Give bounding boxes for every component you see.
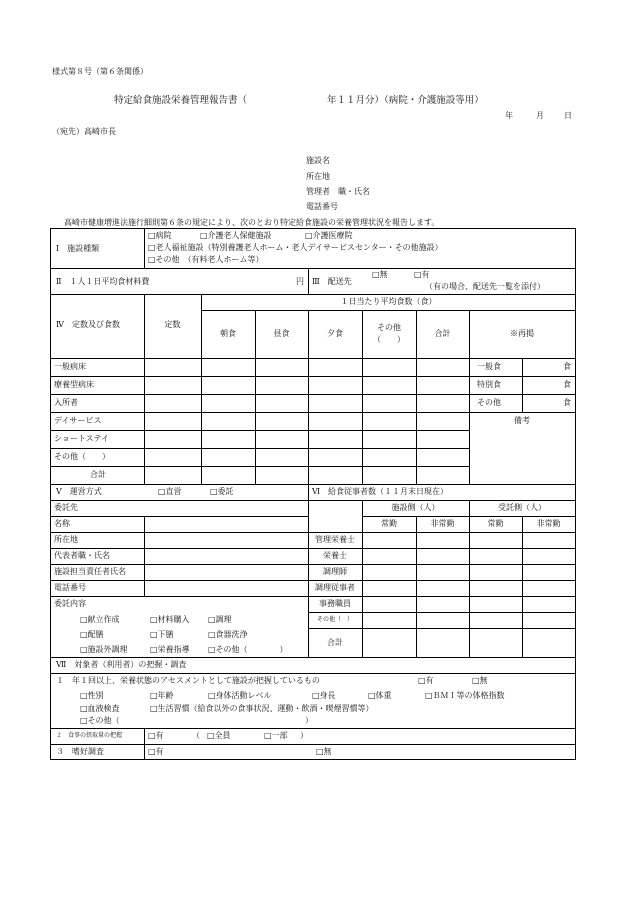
rule [50,430,470,431]
content-guidance[interactable]: □栄養指導 [150,645,190,654]
rule [50,532,576,533]
rule [144,516,145,596]
item-weight[interactable]: □体重 [368,691,392,700]
rule [416,516,417,657]
staff-office: 事務職員 [319,599,351,608]
repost-header: ※再掲 [510,329,534,338]
content-serving[interactable]: □配膳 [80,630,104,639]
content-clearing[interactable]: □下膳 [150,630,174,639]
repost-other: その他 [477,398,501,407]
rule [50,744,576,745]
rule [50,548,576,549]
remarks-label: 備考 [514,416,530,425]
date-day: 日 [564,111,572,120]
frame-bottom [50,759,576,760]
rule [144,228,145,268]
staff-other: その他（ ） [316,616,353,623]
frame-top [50,228,576,229]
facility-type-welfare[interactable]: □老人福祉施設（特別養護老人ホーム・老人デイサービスセンター・その他施設） [148,243,443,252]
row-short-stay: ショートステイ [54,434,110,443]
frame-right [575,228,576,760]
rule [50,516,308,517]
q3-text: ３ 嗜好調査 [56,747,104,756]
sec6-label: Ⅵ 給食従事者数（１１月末日現在） [312,487,449,496]
rule [50,728,576,729]
sec2-unit: 円 [296,277,304,286]
row-contractor: 委託先 [54,503,78,512]
sec1-label: Ⅰ 施設種類 [56,244,100,253]
rule [144,728,145,759]
q2-all[interactable]: □全員 [207,731,231,740]
staff-cook: 調理師 [323,567,347,576]
facility-type-hospital[interactable]: □病院 [148,231,172,240]
row-representative: 代表者職・氏名 [54,551,110,560]
rule [50,358,576,359]
other-meal-header: その他 [377,323,401,332]
rule [50,394,576,395]
date-month: 月 [536,111,544,120]
item-activity[interactable]: □身体活動レベル [208,691,272,700]
content-other[interactable]: □その他（ ） [208,645,288,654]
rule [362,516,576,517]
rule [50,657,576,658]
content-dishwashing[interactable]: □食器洗浄 [208,630,248,639]
row-long-term-beds: 療養型病床 [54,380,94,389]
q3-no[interactable]: □無 [316,747,332,756]
item-sex[interactable]: □性別 [80,691,104,700]
operation-outsourced[interactable]: □委託 [210,487,234,496]
row-contract-content: 委託内容 [54,599,86,608]
sec4-label: Ⅳ 定数及び食数 [56,320,120,329]
delivery-no[interactable]: □無 [372,270,388,279]
q1-no[interactable]: □無 [472,676,488,685]
repost-general: 一般食 [477,362,501,371]
item-lifestyle[interactable]: □生活習慣（給食以外の食事状況、運動・飲酒・喫煙習慣等） [150,704,374,713]
rule [50,268,576,269]
repost-general-unit: 食 [563,362,571,371]
form-title-left: 特定給食施設栄養管理報告書（ [114,95,248,106]
facility-type-health[interactable]: □介護老人保健施設 [200,231,272,240]
repost-special: 特別食 [477,380,501,389]
rule [50,484,576,485]
item-blood-test[interactable]: □血液検査 [80,704,120,713]
rule [50,466,470,467]
sec2-label: Ⅱ １人１日平均食材料費 [56,277,150,286]
item-other[interactable]: □その他（ [80,716,120,725]
content-offsite[interactable]: □施設外調理 [80,645,128,654]
q2-close: ） [300,731,308,740]
contractor-side-header: 受託側（人） [498,503,546,512]
delivery-note: （有の場合、配送先一覧を添付） [425,282,545,291]
rule [50,500,576,501]
rule [50,294,576,295]
facility-side-header: 施設側（人） [391,503,440,512]
item-height[interactable]: □身長 [312,691,336,700]
q3-yes[interactable]: □有 [148,747,164,756]
total-meal-header: 合計 [434,329,451,338]
rule [201,294,202,484]
full-time-2: 常勤 [487,519,504,528]
q2-yes[interactable]: □有 [148,731,164,740]
content-cooking[interactable]: □調理 [208,615,232,624]
part-time-2: 非常勤 [536,519,561,528]
full-time-1: 常勤 [381,519,397,528]
frame-left [50,228,51,760]
rule [308,268,309,294]
q2-paren: （ [192,731,200,740]
rule [201,310,576,311]
part-time-1: 非常勤 [430,519,455,528]
facility-type-medical[interactable]: □介護医療院 [305,231,353,240]
rule [50,596,576,597]
row-residents: 入所者 [54,398,78,407]
date-year: 年 [505,111,513,120]
rule [522,516,523,657]
repost-other-unit: 食 [563,398,571,407]
facility-name-label: 施設名 [306,156,330,165]
q1-yes[interactable]: □有 [418,676,434,685]
rule [50,564,576,565]
phone-label: 電話番号 [306,202,338,211]
preamble: 高崎市健康増進法施行細則第６条の規定により、次のとおり特定給食施設の栄養管理状況を報告します。 [64,218,440,227]
item-age[interactable]: □年齢 [150,691,174,700]
rule [50,580,576,581]
staff-kitchen: 調理従事者 [315,583,355,592]
item-other-close: ） [305,716,313,725]
form-number: 様式第８号（第６条関係） [52,67,148,76]
repost-special-unit: 食 [563,380,571,389]
sec5-label: Ⅴ 運営方式 [56,487,102,496]
row-phone: 電話番号 [54,583,86,592]
staff-dietitian: 栄養士 [323,551,347,560]
row-other: その他（ ） [54,452,110,461]
rule [308,628,576,629]
row-day-service: デイサービス [54,416,102,425]
operation-direct[interactable]: □直営 [158,487,182,496]
sec7-label: Ⅶ 対象者（利用者）の把握・調査 [56,660,187,669]
row-name: 名称 [54,519,70,528]
addressee: （宛先）高崎市長 [52,127,116,136]
staff-total: 合計 [327,638,343,647]
q2-some[interactable]: □一部 [264,731,288,740]
rule [308,612,576,613]
sec3-label: Ⅲ 配送先 [312,277,352,286]
row-person-in-charge: 施設担当責任者氏名 [54,567,126,576]
breakfast-header: 朝食 [220,329,236,338]
other-meal-paren: （ ） [373,335,405,344]
capacity-header: 定数 [164,320,181,329]
row-general-beds: 一般病床 [54,362,86,371]
delivery-yes[interactable]: □有 [414,270,430,279]
dinner-header: 夕食 [327,329,343,338]
rule [50,412,576,413]
avg-meals-header: １日当たり平均食数（食） [340,297,437,306]
rule [522,358,523,412]
lunch-header: 昼食 [273,329,290,338]
q2-text: ２ 食事の摂取量の把握 [56,732,123,739]
content-menu[interactable]: □献立作成 [80,615,120,624]
rule [50,673,576,674]
q1-text: １ 年１回以上、栄養状態のアセスメントとして施設が把握しているもの [56,676,320,685]
item-bmi[interactable]: □ＢＭＩ等の体格指数 [425,691,505,700]
content-purchase[interactable]: □材料購入 [150,615,190,624]
rule [50,448,470,449]
staff-registered-dietitian: 管理栄養士 [315,535,355,544]
facility-type-other[interactable]: □その他 （有料老人ホーム等） [148,255,264,264]
manager-label: 管理者 職・氏名 [306,187,370,196]
rule [50,376,576,377]
form-title-right: 年１１月分）（病院・介護施設等用） [327,95,484,106]
location-label: 所在地 [306,172,330,181]
row-total: 合計 [90,470,106,479]
row-address: 所在地 [54,535,78,544]
